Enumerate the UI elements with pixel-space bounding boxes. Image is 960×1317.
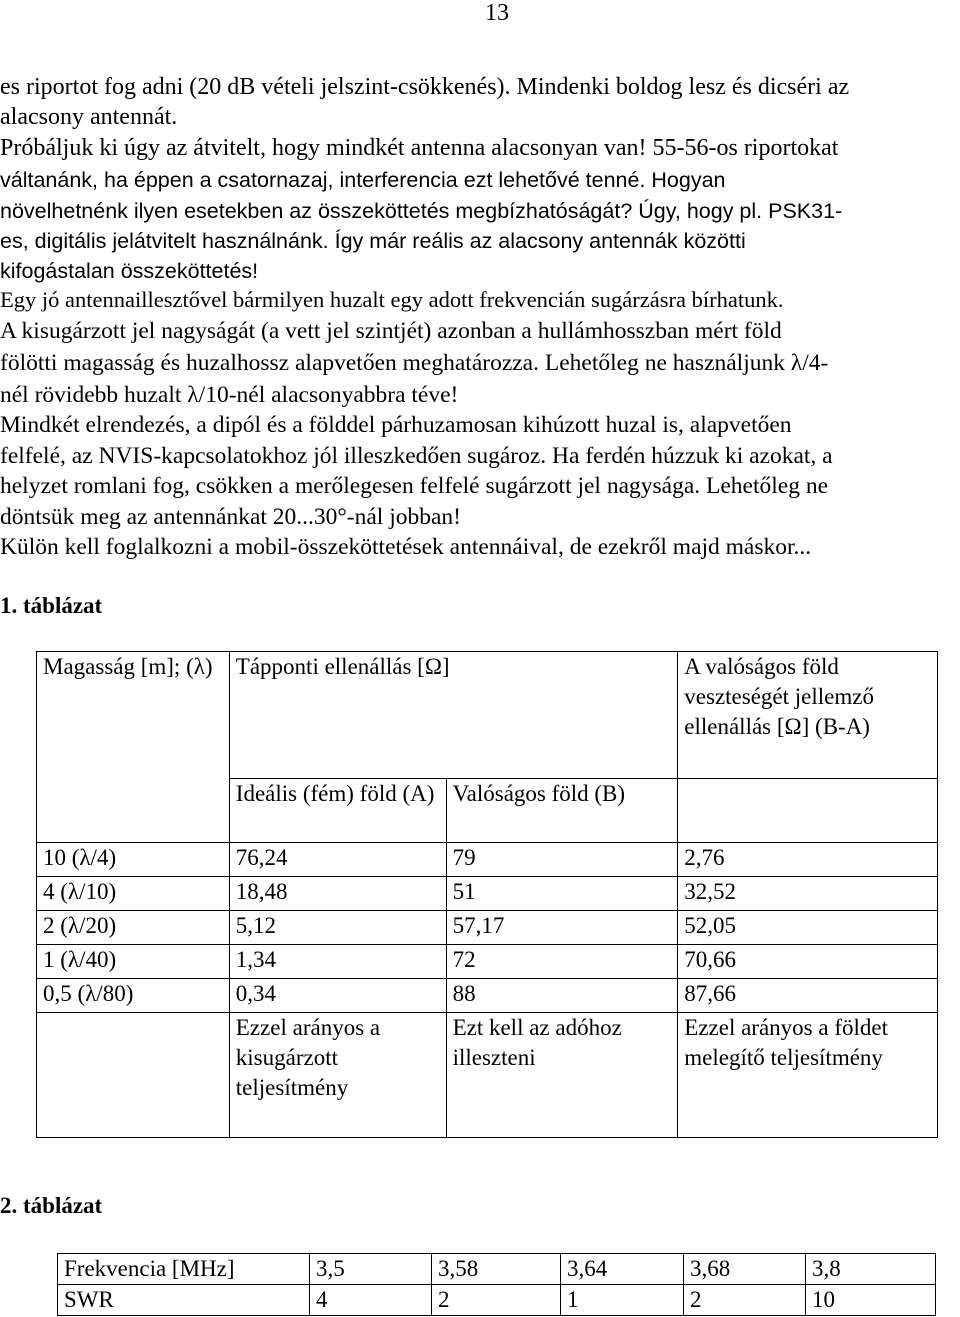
footer-match-note: Ezt kell az adóhoz illeszteni — [446, 1013, 678, 1138]
subheader-empty — [678, 779, 938, 843]
cell-swr: 2 — [432, 1285, 561, 1316]
cell-height: 4 (λ/10) — [37, 877, 230, 911]
cell-frequency: 3,64 — [561, 1254, 684, 1285]
header-height: Magasság [m]; (λ) — [37, 652, 230, 779]
cell-height: 1 (λ/40) — [37, 945, 230, 979]
table-row — [37, 877, 938, 911]
paragraph-line: kifogástalan összeköttetés! — [0, 259, 259, 283]
table-row — [37, 979, 938, 1013]
paragraph-line: alacsony antennát. — [0, 104, 178, 130]
table1-caption: 1. táblázat — [0, 593, 103, 618]
cell-ideal: 1,34 — [229, 945, 446, 979]
paragraph-line: A kisugárzott jel nagyságát (a vett jel szintjét) azonban a hullámhosszban mért föld — [0, 318, 782, 344]
cell-ideal: 76,24 — [229, 843, 446, 877]
footer-radiated-power: Ezzel arányos a kisugárzott teljesítmény — [229, 1013, 446, 1138]
paragraph-line: es riportot fog adni (20 dB vételi jelszint-csökkenés). Mindenki boldog lesz és dicséri az — [0, 74, 850, 100]
cell-frequency: 3,8 — [806, 1254, 936, 1285]
ground-resistance-table — [36, 651, 938, 1138]
cell-swr: 1 — [561, 1285, 684, 1316]
header-ground-loss: A valóságos föld veszteségét jellemző ellenállás [Ω] (B-A) — [678, 652, 938, 779]
paragraph-line: nél rövidebb huzalt λ/10-nél alacsonyabbra téve! — [0, 382, 459, 408]
cell-real: 88 — [446, 979, 678, 1013]
cell-frequency: 3,68 — [684, 1254, 806, 1285]
row-label-frequency: Frekvencia [MHz] — [58, 1254, 310, 1285]
cell-frequency: 3,58 — [432, 1254, 561, 1285]
cell-height: 0,5 (λ/80) — [37, 979, 230, 1013]
swr-table — [57, 1253, 936, 1316]
cell-ideal: 0,34 — [229, 979, 446, 1013]
row-label-swr: SWR — [58, 1285, 310, 1316]
paragraph-line: Próbáljuk ki úgy az átvitelt, hogy mindkét antenna alacsonyan van! 55-56-os riportokat — [0, 135, 839, 161]
cell-swr: 4 — [310, 1285, 432, 1316]
cell-real: 72 — [446, 945, 678, 979]
cell-loss: 2,76 — [678, 843, 938, 877]
cell-real: 57,17 — [446, 911, 678, 945]
cell-ideal: 5,12 — [229, 911, 446, 945]
table-row — [58, 1254, 936, 1285]
table-row — [37, 945, 938, 979]
paragraph-line: helyzet romlani fog, csökken a merőlegesen felfelé sugárzott jel nagysága. Lehetőleg ne — [0, 473, 829, 499]
cell-loss: 87,66 — [678, 979, 938, 1013]
paragraph-line: Egy jó antennaillesztővel bármilyen huzalt egy adott frekvencián sugárzásra bírhatunk. — [0, 287, 784, 312]
paragraph-line: fölötti magasság és huzalhossz alapvetően meghatározza. Lehetőleg ne használjunk λ/4- — [0, 350, 829, 376]
cell-frequency: 3,5 — [310, 1254, 432, 1285]
paragraph-line: Mindkét elrendezés, a dipól és a földdel párhuzamosan kihúzott huzal is, alapvetően — [0, 412, 792, 438]
paragraph-line: Külön kell foglalkozni a mobil-összeköttetések antennáival, de ezekről majd máskor... — [0, 534, 812, 560]
cell-swr: 2 — [684, 1285, 806, 1316]
paragraph-line: felfelé, az NVIS-kapcsolatokhoz jól illeszkedően sugároz. Ha ferdén húzzuk ki azokat, a — [0, 443, 833, 469]
subheader-real-ground: Valóságos föld (B) — [446, 779, 678, 843]
cell-real: 79 — [446, 843, 678, 877]
table-row — [37, 911, 938, 945]
cell-loss: 52,05 — [678, 911, 938, 945]
cell-loss: 32,52 — [678, 877, 938, 911]
header-feed-resistance: Tápponti ellenállás [Ω] — [229, 652, 677, 779]
table-row — [58, 1285, 936, 1316]
footer-ground-heating: Ezzel arányos a földet melegítő teljesítmény — [678, 1013, 938, 1138]
cell-loss: 70,66 — [678, 945, 938, 979]
footer-empty — [37, 1013, 230, 1138]
table-row — [37, 843, 938, 877]
cell-swr: 10 — [806, 1285, 936, 1316]
cell-height: 10 (λ/4) — [37, 843, 230, 877]
paragraph-line: váltanánk, ha éppen a csatornazaj, interferencia ezt lehetővé tenné. Hogyan — [0, 168, 726, 192]
cell-real: 51 — [446, 877, 678, 911]
paragraph-line: növelhetnénk ilyen esetekben az összeköttetés megbízhatóságát? Úgy, hogy pl. PSK31- — [0, 199, 843, 223]
table2-caption: 2. táblázat — [0, 1193, 103, 1218]
subheader-ideal-ground: Ideális (fém) föld (A) — [229, 779, 446, 843]
header-height-cont — [37, 779, 230, 843]
paragraph-line: döntsük meg az antennánkat 20...30°-nál jobban! — [0, 504, 461, 530]
page-number: 13 — [485, 0, 509, 26]
paragraph-line: es, digitális jelátvitelt használnánk. Így már reális az alacsony antennák közötti — [0, 229, 746, 253]
table-footer-row — [37, 1013, 938, 1138]
cell-ideal: 18,48 — [229, 877, 446, 911]
cell-height: 2 (λ/20) — [37, 911, 230, 945]
